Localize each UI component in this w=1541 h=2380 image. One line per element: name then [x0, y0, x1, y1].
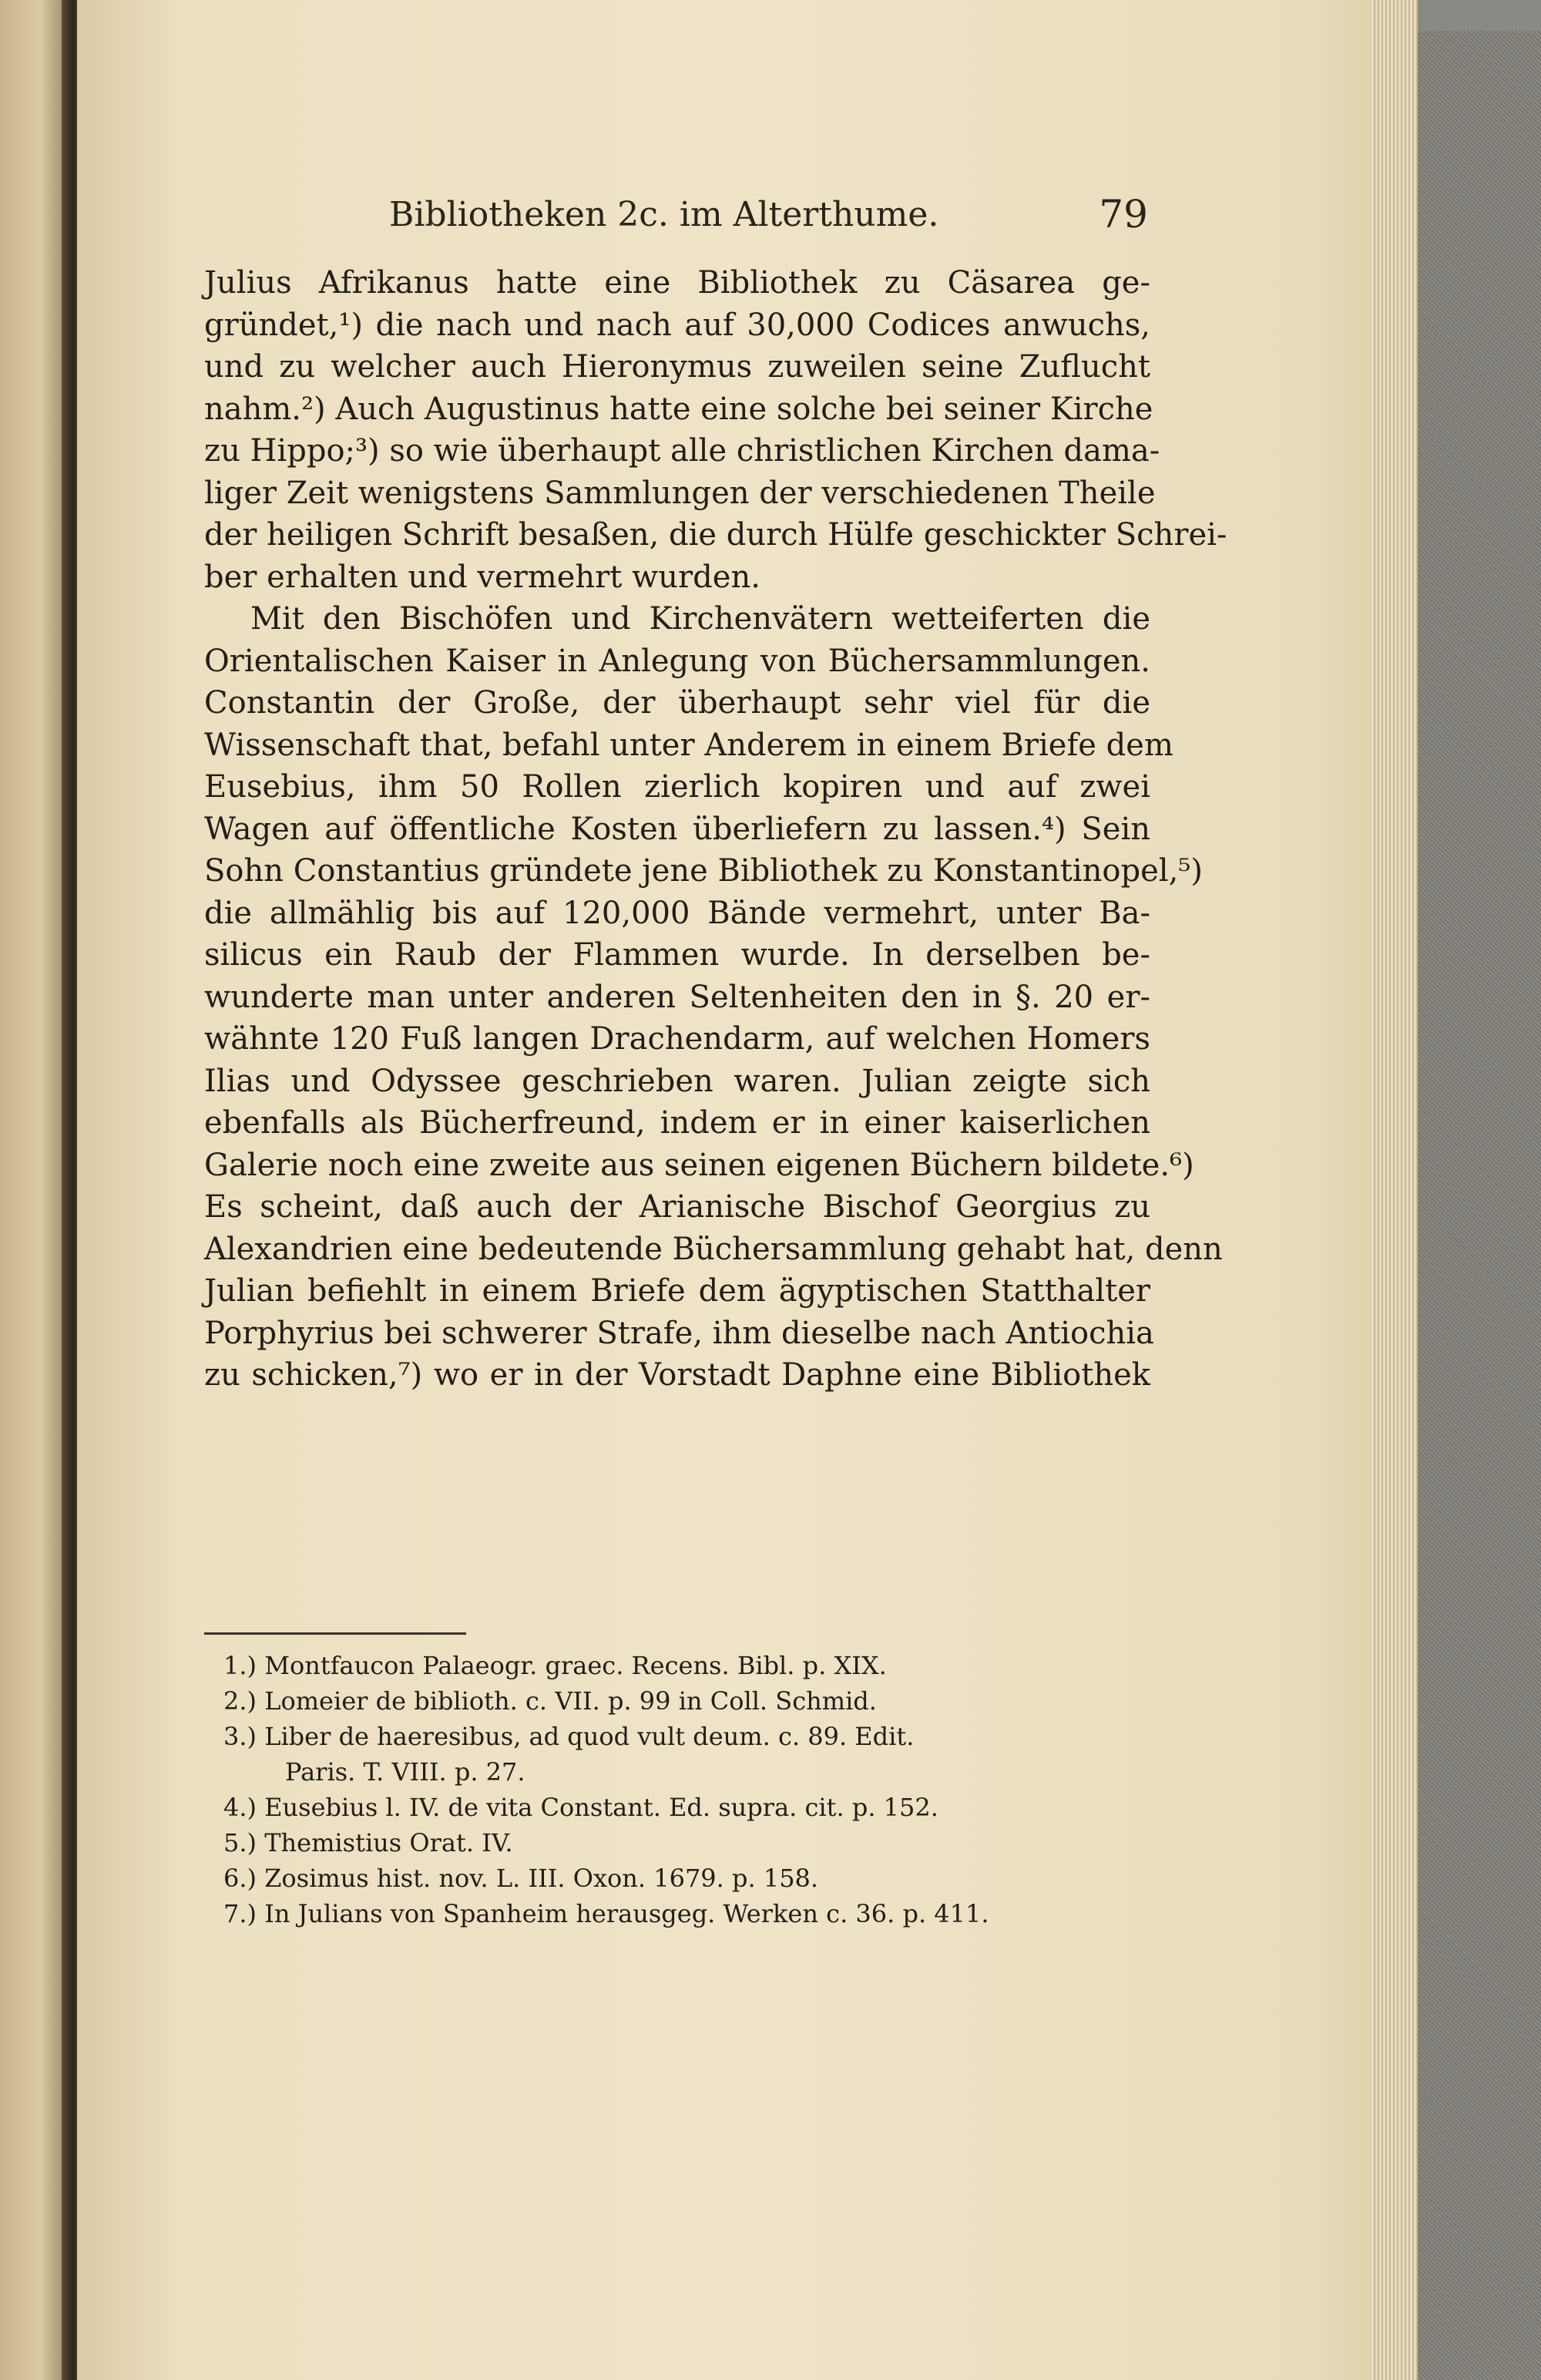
text-line: silicus ein Raub der Flammen wurde. In derselben be- [204, 937, 1150, 973]
text-line: Wagen auf öffentliche Kosten überliefern zu lassen.⁴) Sein [204, 811, 1150, 847]
footnote-divider [204, 1632, 466, 1635]
text-line: ebenfalls als Bücherfreund, indem er in einer kaiserlichen [204, 1105, 1150, 1141]
text-line: Eusebius, ihm 50 Rollen zierlich kopiren und auf zwei [204, 769, 1150, 805]
text-line: Sohn Constantius gründete jene Bibliothek zu Konstantinopel,⁵) [204, 853, 1203, 889]
text-line: zu Hippo;³) so wie überhaupt alle christlichen Kirchen dama- [204, 433, 1160, 469]
footnotes [223, 1648, 1156, 1931]
text-line: gründet,¹) die nach und nach auf 30,000 Codices anwuchs, [204, 307, 1150, 343]
text-line: wähnte 120 Fuß langen Drachendarm, auf welchen Homers [204, 1021, 1150, 1057]
text-line: Mit den Bischöfen und Kirchenvätern wetteiferten die [250, 601, 1150, 637]
text-line: Ilias und Odyssee geschrieben waren. Julian zeigte sich [204, 1063, 1150, 1099]
footnote: 6.) Zosimus hist. nov. L. III. Oxon. 1679. p. 158. [223, 1864, 819, 1893]
text-line: Julius Afrikanus hatte eine Bibliothek zu Cäsarea ge- [204, 265, 1150, 301]
text-line: Porphyrius bei schwerer Strafe, ihm dieselbe nach Antiochia [204, 1315, 1154, 1351]
text-line: und zu welcher auch Hieronymus zuweilen seine Zuflucht [204, 349, 1150, 385]
text-line: wunderte man unter anderen Seltenheiten den in §. 20 er- [204, 979, 1150, 1015]
text-line: Constantin der Große, der überhaupt sehr viel für die [204, 685, 1150, 721]
footnote: 7.) In Julians von Spanheim herausgeg. Werken c. 36. p. 411. [223, 1899, 989, 1928]
footnote: 2.) Lomeier de biblioth. c. VII. p. 99 in Coll. Schmid. [223, 1686, 877, 1716]
text-line: Es scheint, daß auch der Arianische Bischof Georgius zu [204, 1189, 1150, 1225]
footnote: 1.) Montfaucon Palaeogr. graec. Recens. Bibl. p. XIX. [223, 1651, 887, 1680]
book-cover [1418, 31, 1541, 2380]
footnote: 4.) Eusebius l. IV. de vita Constant. Ed. supra. cit. p. 152. [223, 1793, 938, 1822]
text-line: der heiligen Schrift besaßen, die durch Hülfe geschickter Schrei- [204, 517, 1227, 553]
body-text [204, 262, 1227, 1397]
text-line: Wissenschaft that, befahl unter Anderem in einem Briefe dem [204, 727, 1173, 763]
text-line: die allmählig bis auf 120,000 Bände vermehrt, unter Ba- [204, 895, 1150, 931]
text-line: liger Zeit wenigstens Sammlungen der verschiedenen Theile [204, 475, 1156, 511]
footnote: 5.) Themistius Orat. IV. [223, 1828, 513, 1857]
page-stack-edge [1371, 0, 1418, 2380]
text-line: Galerie noch eine zweite aus seinen eigenen Büchern bildete.⁶) [204, 1147, 1194, 1183]
text-line: Alexandrien eine bedeutende Büchersammlung gehabt hat, denn [204, 1231, 1223, 1267]
text-line: Julian befiehlt in einem Briefe dem ägyptischen Statthalter [204, 1273, 1150, 1309]
text-line: Orientalischen Kaiser in Anlegung von Büchersammlungen. [204, 643, 1150, 679]
page-header [204, 189, 1148, 243]
text-line: zu schicken,⁷) wo er in der Vorstadt Daphne eine Bibliothek [204, 1357, 1150, 1393]
text-line: ber erhalten und vermehrt wurden. [204, 559, 760, 595]
running-head: Bibliotheken 2c. im Alterthume. [389, 195, 939, 234]
footnote-continuation: Paris. T. VIII. p. 27. [285, 1757, 525, 1787]
page-number: 79 [1099, 192, 1148, 237]
text-line: nahm.²) Auch Augustinus hatte eine solche bei seiner Kirche [204, 391, 1153, 427]
footnote: 3.) Liber de haeresibus, ad quod vult deum. c. 89. Edit. [223, 1722, 915, 1751]
